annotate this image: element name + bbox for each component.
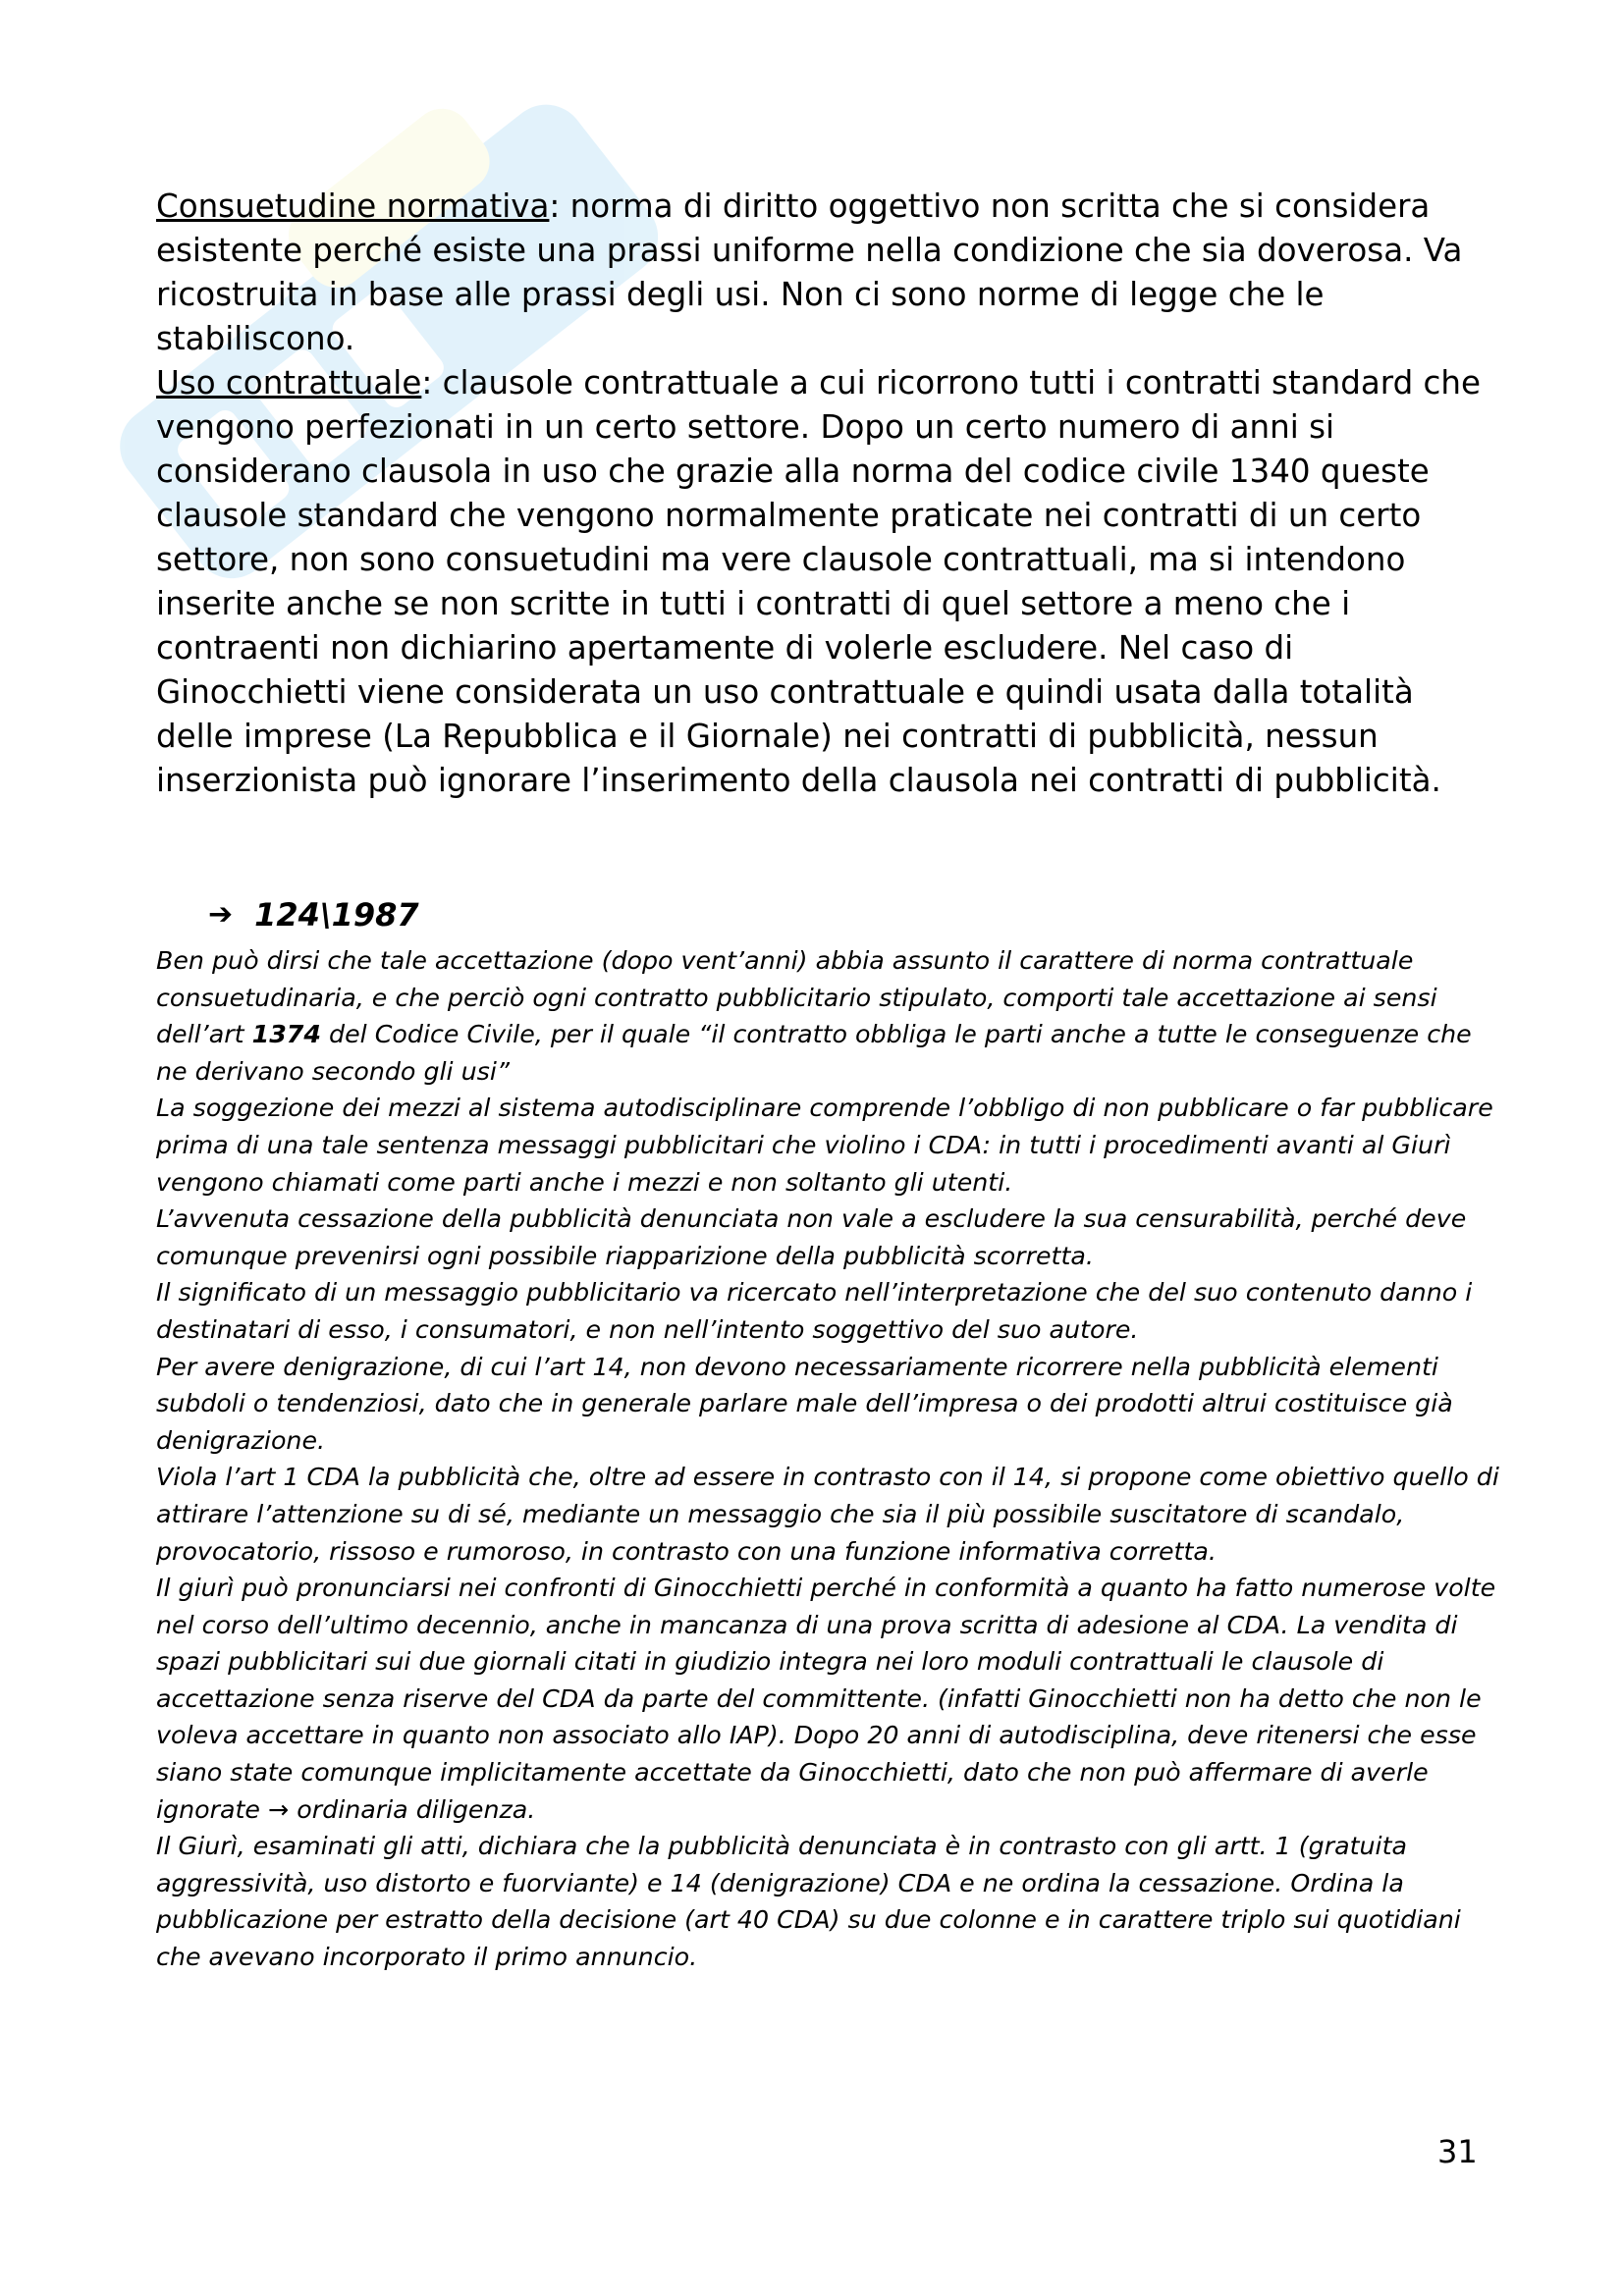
- arrow-right-icon: ➔: [208, 897, 234, 932]
- body-paragraph: Il giurì può pronunciarsi nei confronti di Ginocchietti perché in conformità a quanto ha fatto numerose volte nel corso dell’ultimo decennio, anche in mancanza di una prova scritta di adesione al CDA. La vendita di spazi pubblicitari sui due giornali citati in giudizio integra nei loro moduli contrattuali le clausole di accettazione senza riserve del CDA da parte del committente. (infatti Ginocchietti non ha detto che non le voleva accettare in quanto non associato allo IAP). Dopo 20 anni di autodisciplina, deve ritenersi che esse siano state comunque implicitamente accettate da Ginocchietti, dato che non può affermare di averle ignorate → ordinaria diligenza.: [156, 1574, 1496, 1824]
- body-text: Ben può dirsi che tale accettazione (dopo vent’anni) abbia assunto il carattere di norma contrattuale consuetudinaria, e che perciò ogni contratto pubblicitario stipulato, comporti tale accettazione ai sensi dell’art: [156, 946, 1437, 1049]
- body-text: del Codice Civile, per il quale “il contratto obbliga le parti anche a tutte le conseguenze che ne derivano secondo gli usi”: [156, 1020, 1472, 1086]
- definition-term: Consuetudine normativa: [156, 187, 550, 225]
- decision-heading: [208, 895, 419, 934]
- definition-term: Uso contrattuale: [156, 364, 422, 401]
- article-number: 1374: [251, 1020, 322, 1049]
- decision-body: [156, 942, 1501, 1976]
- body-paragraph: L’avvenuta cessazione della pubblicità denunciata non vale a escludere la sua censurabilità, perché deve comunque prevenirsi ogni possibile riapparizione della pubblicità scorretta.: [156, 1204, 1467, 1270]
- definition-paragraph: [156, 361, 1491, 803]
- body-paragraph: [156, 942, 1501, 1090]
- definition-text: : norma di diritto oggettivo non scritta che si considera esistente perché esiste una prassi uniforme nella condizione che sia doverosa. Va ricostruita in base alle prassi degli usi. Non ci sono norme di legge che le stabiliscono.: [156, 187, 1463, 357]
- page-number: 31: [1437, 2133, 1478, 2170]
- body-paragraph: La soggezione dei mezzi al sistema autodisciplinare comprende l’obbligo di non pubblicare o far pubblicare prima di una tale sentenza messaggi pubblicitari che violino i CDA: in tutti i procedimenti avanti al Giurì vengono chiamati come parti anche i mezzi e non soltanto gli utenti.: [156, 1094, 1493, 1197]
- body-paragraph: Per avere denigrazione, di cui l’art 14, non devono necessariamente ricorrere nella pubblicità elementi subdoli o tendenziosi, dato che in generale parlare male dell’impresa o dei prodotti altrui costituisce già denigrazione.: [156, 1352, 1453, 1455]
- definition-paragraph: [156, 185, 1491, 361]
- definition-text: : clausole contrattuale a cui ricorrono tutti i contratti standard che vengono perfezionati in un certo settore. Dopo un certo numero di anni si considerano clausola in uso che grazie alla norma del codice civile 1340 queste clausole standard che vengono normalmente praticate nei contratti di un certo settore, non sono consuetudini ma vere clausole contrattuali, ma si intendono inserite anche se non scritte in tutti i contratti di quel settore a meno che i contraenti non dichiarino apertamente di volerle escludere. Nel caso di Ginocchietti viene considerata un uso contrattuale e quindi usata dalla totalità delle imprese (La Repubblica e il Giornale) nei contratti di pubblicità, nessun inserzionista può ignorare l’inserimento della clausola nei contratti di pubblicità.: [156, 364, 1482, 799]
- body-paragraph: Il Giurì, esaminati gli atti, dichiara che la pubblicità denunciata è in contrasto con gli artt. 1 (gratuita aggressività, uso distorto e fuorviante) e 14 (denigrazione) CDA e ne ordina la cessazione. Ordina la pubblicazione per estratto della decisione (art 40 CDA) su due colonne e in carattere triplo sui quotidiani che avevano incorporato il primo annuncio.: [156, 1832, 1461, 1972]
- decision-number: 124\1987: [254, 896, 419, 934]
- body-paragraph: Viola l’art 1 CDA la pubblicità che, oltre ad essere in contrasto con il 14, si propone come obiettivo quello di attirare l’attenzione su di sé, mediante un messaggio che sia il più possibile suscitatore di scandalo, provocatorio, rissoso e rumoroso, in contrasto con una funzione informativa corretta.: [156, 1463, 1499, 1566]
- body-paragraph: Il significato di un messaggio pubblicitario va ricercato nell’interpretazione che del suo contenuto danno i destinatari di esso, i consumatori, e non nell’intento soggettivo del suo autore.: [156, 1278, 1473, 1344]
- intro-section: [156, 185, 1491, 803]
